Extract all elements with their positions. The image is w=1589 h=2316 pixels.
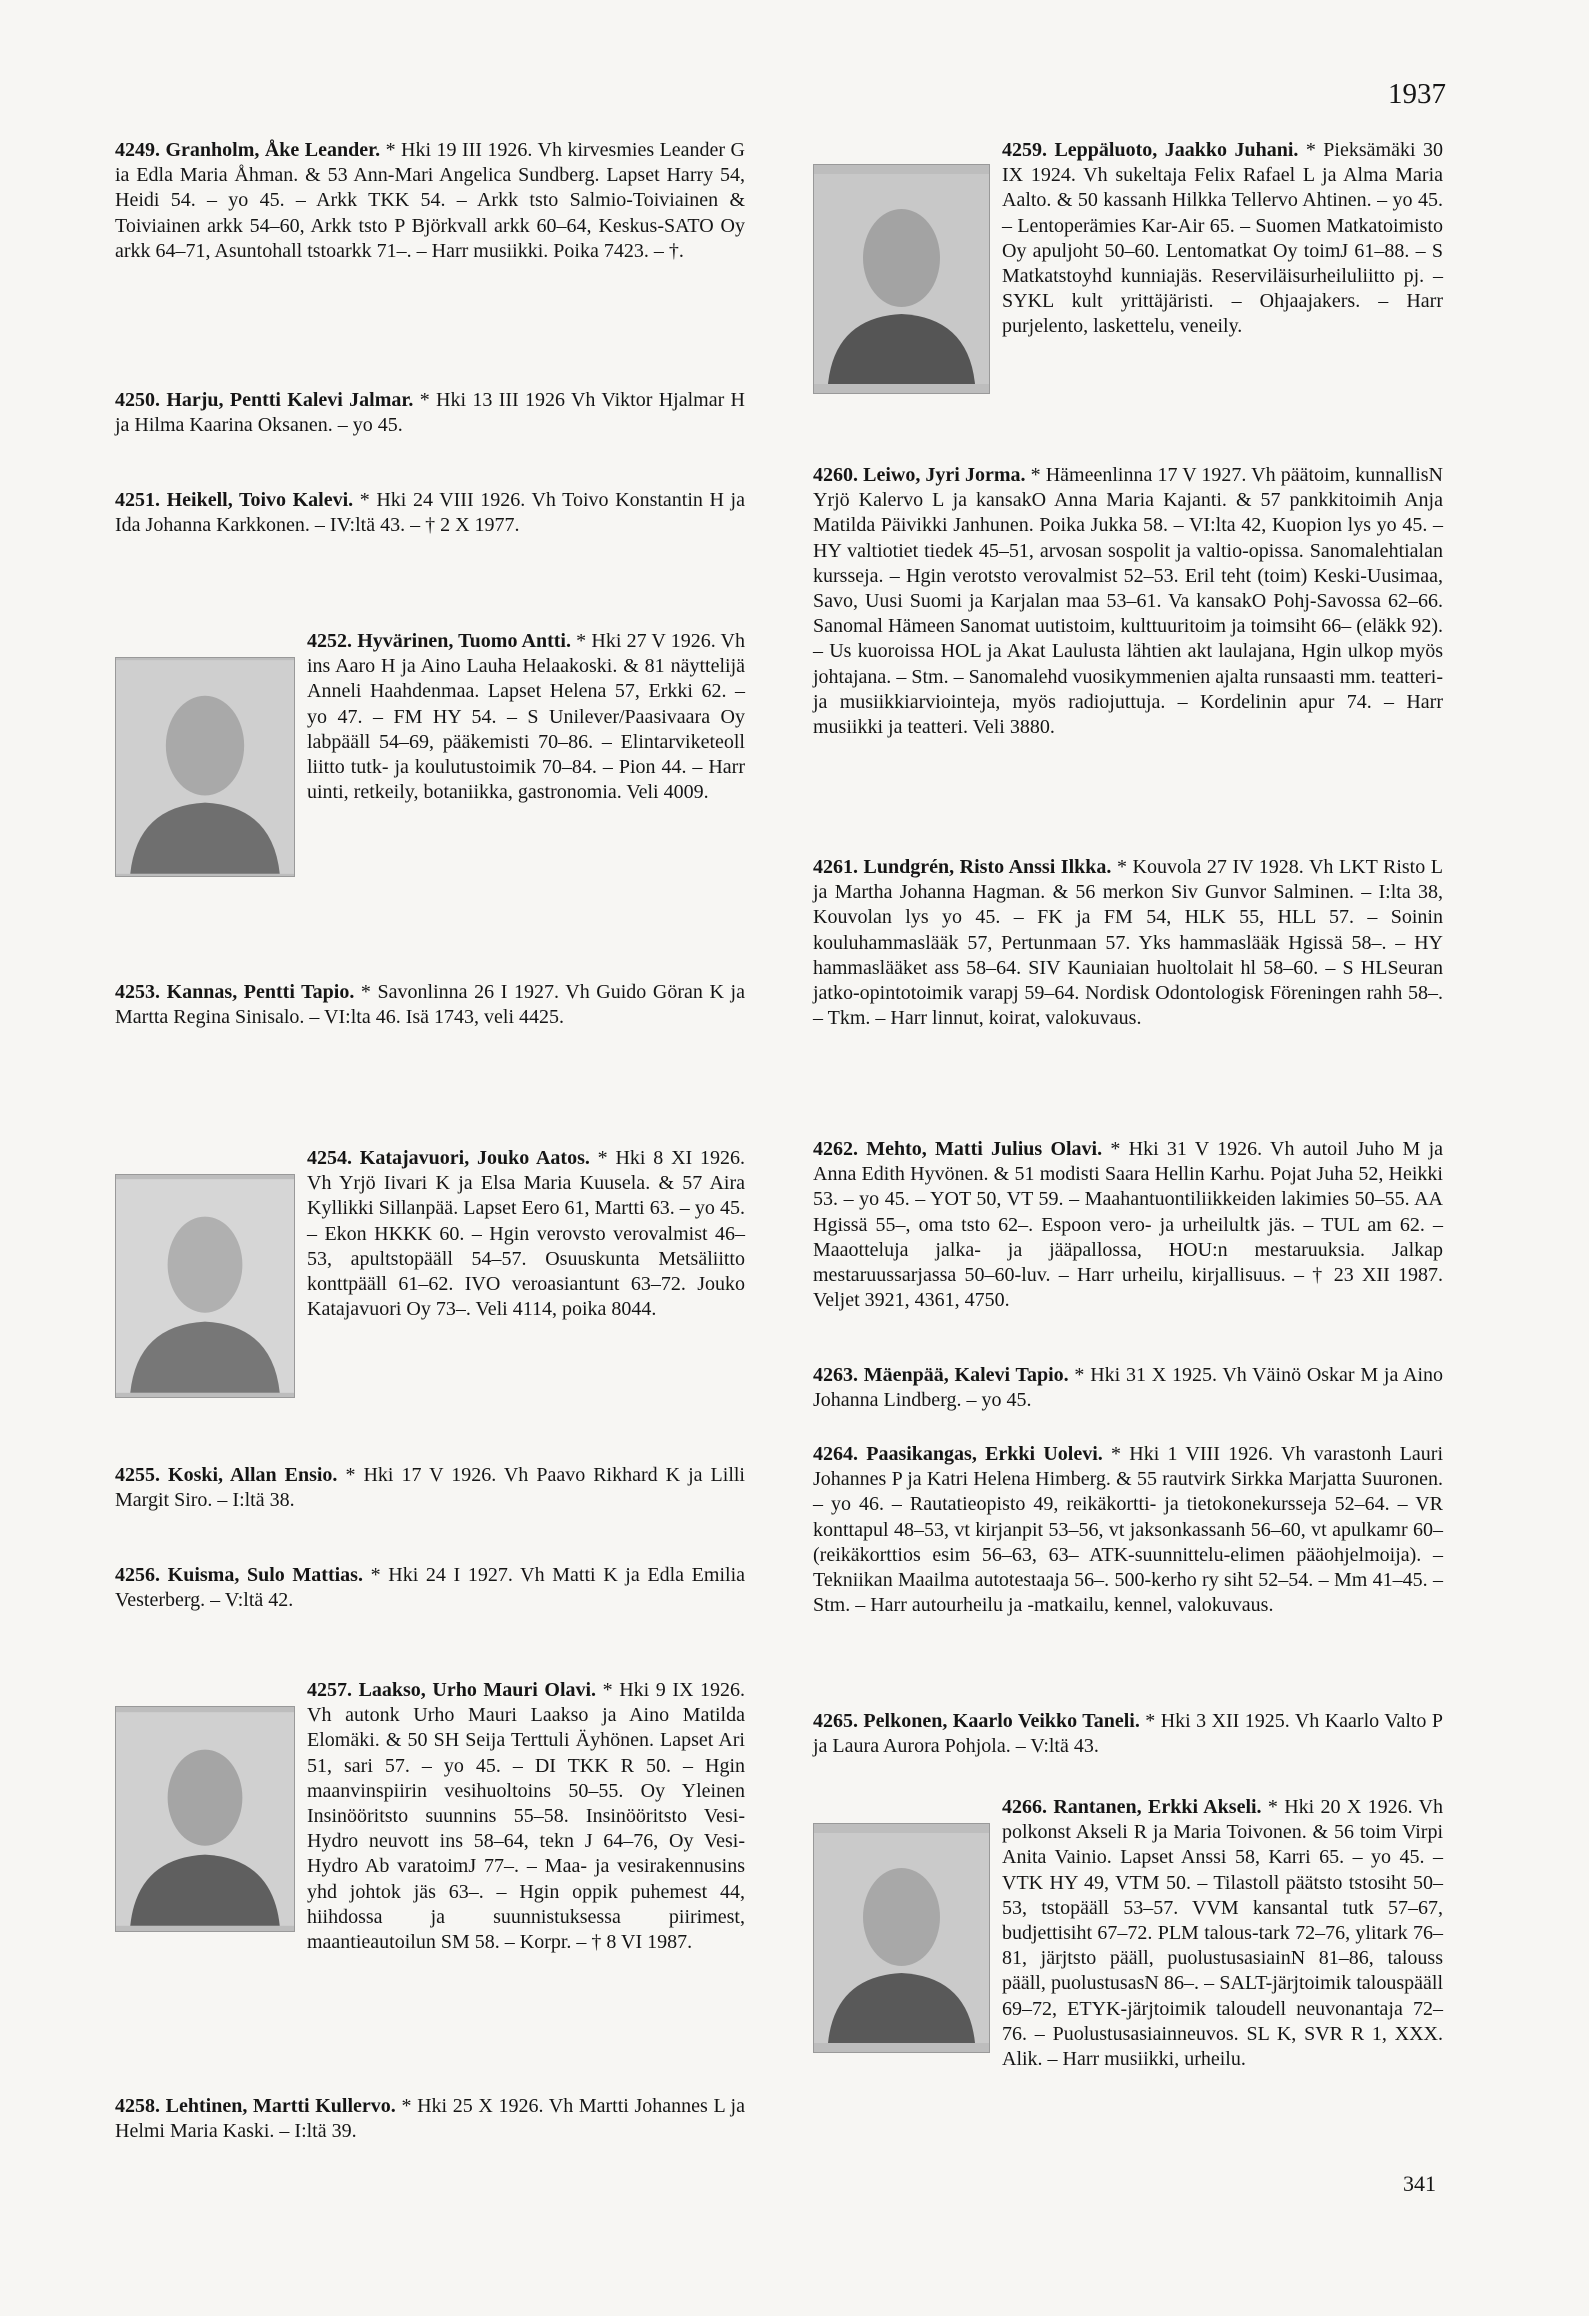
portrait-photo-laakso — [115, 1706, 295, 1932]
entry-4261: 4261. Lundgrén, Risto Anssi Ilkka. * Kouvola 27 IV 1928. Vh LKT Risto L ja Martha Johanna Hagman. & 56 merkon Siv Gunvor Salminen. – I:lta 38, Kouvolan lys yo 45. – FK ja FM 54, HLK 55, HLL 57. – Soinin kouluhammaslääk 57, Pertunmaan 57. Yks hammaslääk Hgissä 58–. – HY hammaslääket ass 58–64. SIV Kauniaian huoltolait hl 58–60. – S HLSeuran jatko-opintotoimik varapj 59–64. Nordisk Odontologisk Föreningen rahh 58–. – Tkm. – Harr linnut, koirat, valokuvaus. — [813, 856, 1444, 1030]
entry-4250: 4250. Harju, Pentti Kalevi Jalmar. * Hki 13 III 1926 Vh Viktor Hjalmar H ja Hilma Kaarina Oksanen. – yo 45. — [115, 389, 745, 437]
entry-4256: 4256. Kuisma, Sulo Mattias. * Hki 24 I 1927. Vh Matti K ja Edla Emilia Vesterberg. – V:ltä 42. — [115, 1564, 745, 1612]
entry-4255: 4255. Koski, Allan Ensio. * Hki 17 V 1926. Vh Paavo Rikhard K ja Lilli Margit Siro. – I:ltä 38. — [115, 1464, 745, 1512]
portrait-photo-leppaluoto — [813, 164, 990, 394]
entry-4264: 4264. Paasikangas, Erkki Uolevi. * Hki 1 VIII 1926. Vh varastonh Lauri Johannes P ja Katri Helena Himberg. & 55 rautvirk Sirkka Marjatta Suuronen. – yo 46. – Rautatieopisto 49, reikäkortti- ja tietokonekursseja 52–64. – VR konttapul 48–53, vt kirjanpit 53–56, vt jaksonkassanh 56–60, vt apulkamr 60– (reikäkorttios esim 56–63, 63– ATK-suunnittelu-elimen pääohjelmoija). – Tekniikan Maailma autotestaaja 56–. 500-kerho ry siht 52–54. – Mm 41–45. – Stm. – Harr autourheilu ja -matkailu, kennel, valokuvaus. — [813, 1443, 1443, 1617]
portrait-photo-katajavuori — [115, 1174, 295, 1398]
entry-4251: 4251. Heikell, Toivo Kalevi. * Hki 24 VIII 1926. Vh Toivo Konstantin H ja Ida Johanna Karkkonen. – IV:ltä 43. – † 2 X 1977. — [115, 489, 745, 537]
entry-4266: 4266. Rantanen, Erkki Akseli. * Hki 20 X 1926. Vh polkonst Akseli R ja Maria Toivonen. & 56 toim Virpi Anita Vainio. Lapset Anssi 58, Karri 65. – yo 45. – VTK HY 49, VTM 50. – Tilastoll päätsto tstosiht 50–53, tstopääll 53–57. VVM kansantal tutk 57–67, budjettisiht 67–72. PLM talous-tark 72–76, ylitark 76–81, järjtsto pääll, puolustusasiainN 81–86, talouss pääll, puolustusasN 86–. – SALT-järjtoimik talouspääll 69–72, ETYK-järjtoimik taloudell neuvonantaja 72–76. – Puolustusasiainneuvos. SL K, SVR R 1, XXX. Alik. – Harr musiikki, urheilu. — [813, 1795, 1443, 2072]
portrait-photo-rantanen — [813, 1823, 990, 2053]
entry-4258: 4258. Lehtinen, Martti Kullervo. * Hki 25 X 1926. Vh Martti Johannes L ja Helmi Maria Kaski. – I:ltä 39. — [115, 2095, 745, 2143]
entry-4249: 4249. Granholm, Åke Leander. * Hki 19 III 1926. Vh kirvesmies Leander G ia Edla Maria Åhman. & 53 Ann-Mari Angelica Sundberg. Lapset Harry 54, Heidi 54. – yo 45. – Arkk TKK 54. – Arkk tsto Salmio-Toiviainen & Toiviainen arkk 54–60, Arkk tsto P Björkvall arkk 60–64, Keskus-SATO Oy arkk 64–71, Asuntohall tstoarkk 71–. – Harr musiikki. Poika 7423. – †. — [115, 139, 745, 262]
portrait-photo-hyvarinen — [115, 657, 295, 877]
entry-4263: 4263. Mäenpää, Kalevi Tapio. * Hki 31 X 1925. Vh Väinö Oskar M ja Aino Johanna Lindberg. – yo 45. — [813, 1364, 1443, 1412]
page-number-bottom: 341 — [1403, 2171, 1436, 2196]
entry-4257: 4257. Laakso, Urho Mauri Olavi. * Hki 9 IX 1926. Vh autonk Urho Mauri Laakso ja Aino Matilda Elomäki. & 50 SH Seija Terttuli Äyhönen. Lapset Ari 51, sari 57. – yo 45. – DI TKK R 50. – Hgin maanvinspiirin vesihuoltoins 50–55. Oy Yleinen Insinööritsto suunnins 55–58. Insinööritsto Vesi-Hydro neuvott ins 58–64, tekn J 64–76, Oy Vesi-Hydro Ab varatoimJ 77–. – Maa- ja vesirakennusins yhd johtok jäs 63–. – Hgin oppik puhemest 44, hiihdossa ja suunnistuksessa piirimest, maantieautoilun SM 58. – Korpr. – † 8 VI 1987. — [115, 1678, 745, 1955]
entry-4253: 4253. Kannas, Pentti Tapio. * Savonlinna 26 I 1927. Vh Guido Göran K ja Martta Regina Sinisalo. – VI:lta 46. Isä 1743, veli 4425. — [115, 981, 745, 1029]
page-number-top: 1937 — [1388, 78, 1446, 110]
entry-4259: 4259. Leppäluoto, Jaakko Juhani. * Pieksämäki 30 IX 1924. Vh sukeltaja Felix Rafael L ja Alma Maria Aalto. & 50 kassanh Hilkka Tellervo Ahtinen. – yo 45. – Lentoperämies Kar-Air 65. – Suomen Matkatoimisto Oy apuljoht 50–60. Lentomatkat Oy toimJ 61–88. – S Matkatstoyhd kunniajäs. Reserviläisurheiluliitto pj. – SYKL kult yrittäjäristi. – Ohjaajakers. – Harr purjelento, laskettelu, veneily. — [813, 138, 1443, 398]
entry-4254: 4254. Katajavuori, Jouko Aatos. * Hki 8 XI 1926. Vh Yrjö Iivari K ja Elsa Maria Kuusela. & 57 Aira Kyllikki Sillanpää. Lapset Eero 61, Martti 63. – yo 45. – Ekon HKKK 60. – Hgin verovsto verovalmist 46–53, apultstopääll 54–57. Osuuskunta Metsäliitto konttpääll 61–62. IVO veroasiantunt 63–72. Jouko Katajavuori Oy 73–. Veli 4114, poika 8044. — [115, 1146, 745, 1402]
entry-4265: 4265. Pelkonen, Kaarlo Veikko Taneli. * Hki 3 XII 1925. Vh Kaarlo Valto P ja Laura Aurora Pohjola. – V:ltä 43. — [813, 1710, 1443, 1758]
entry-4260: 4260. Leiwo, Jyri Jorma. * Hämeenlinna 17 V 1927. Vh päätoim, kunnallisN Yrjö Kalervo L ja kansakO Anna Maria Kajanti. & 57 pankkitoimih Anja Matilda Päivikki Janhunen. Poika Jukka 58. – VI:lta 42, Kuopion lys yo 45. – HY valtiotiet tiedek 45–51, arvosan sospolit ja valtio-opissa. Sanomalehtialan kursseja. – Hgin verotsto verovalmist 52–53. Eril teht (toim) Keski-Uusimaa, Savo, Uusi Suomi ja Karjalan maa 53–61. Va kansakO Pohj-Savossa 62–66. Sanomal Hämeen Sanomat uutistoim, kulttuuritoim ja toimsiht 66– (eläkk 92). – Us kuoroissa HOL ja Akat Laulusta lähtien akt laulajana, Hgin ulkop myös johtajana. – Stm. – Sanomalehd vuosikymmenien ajalta runsaasti mm. teatteri- ja musiikkiarviointeja, myös radiojuttuja. – Kordelinin apur 74. – Harr musiikki ja teatteri. Veli 3880. — [813, 464, 1444, 739]
entry-4252: 4252. Hyvärinen, Tuomo Antti. * Hki 27 V 1926. Vh ins Aaro H ja Aino Lauha Helaakoski. & 81 näyttelijä Anneli Haahdenmaa. Lapset Helena 57, Erkki 62. – yo 47. – FM HY 54. – S Unilever/Paasivaara Oy labpääll 54–69, pääkemisti 70–86. – Elintarviketeoll liitto tutk- ja koulutustoimik 70–84. – Pion 44. – Harr uinti, retkeily, botaniikka, gastronomia. Veli 4009. — [115, 629, 745, 881]
entry-4262: 4262. Mehto, Matti Julius Olavi. * Hki 31 V 1926. Vh autoil Juho M ja Anna Edith Hyvönen. & 51 modisti Saara Hellin Karhu. Pojat Juha 52, Heikki 53. – yo 45. – YOT 50, VT 59. – Maahantuontiliikkeiden lakimies 50–55. AA Hgissä 55–, oma tsto 62–. Espoon vero- ja urheilultk jäs. – TUL am 62. – Maaotteluja jalka- ja jääpallossa, HOU:n mestaruuksia. Jalkap mestaruussarjassa 50–60-luv. – Harr urheilu, kirjallisuus. – † 23 XII 1987. Veljet 3921, 4361, 4750. — [813, 1138, 1443, 1312]
